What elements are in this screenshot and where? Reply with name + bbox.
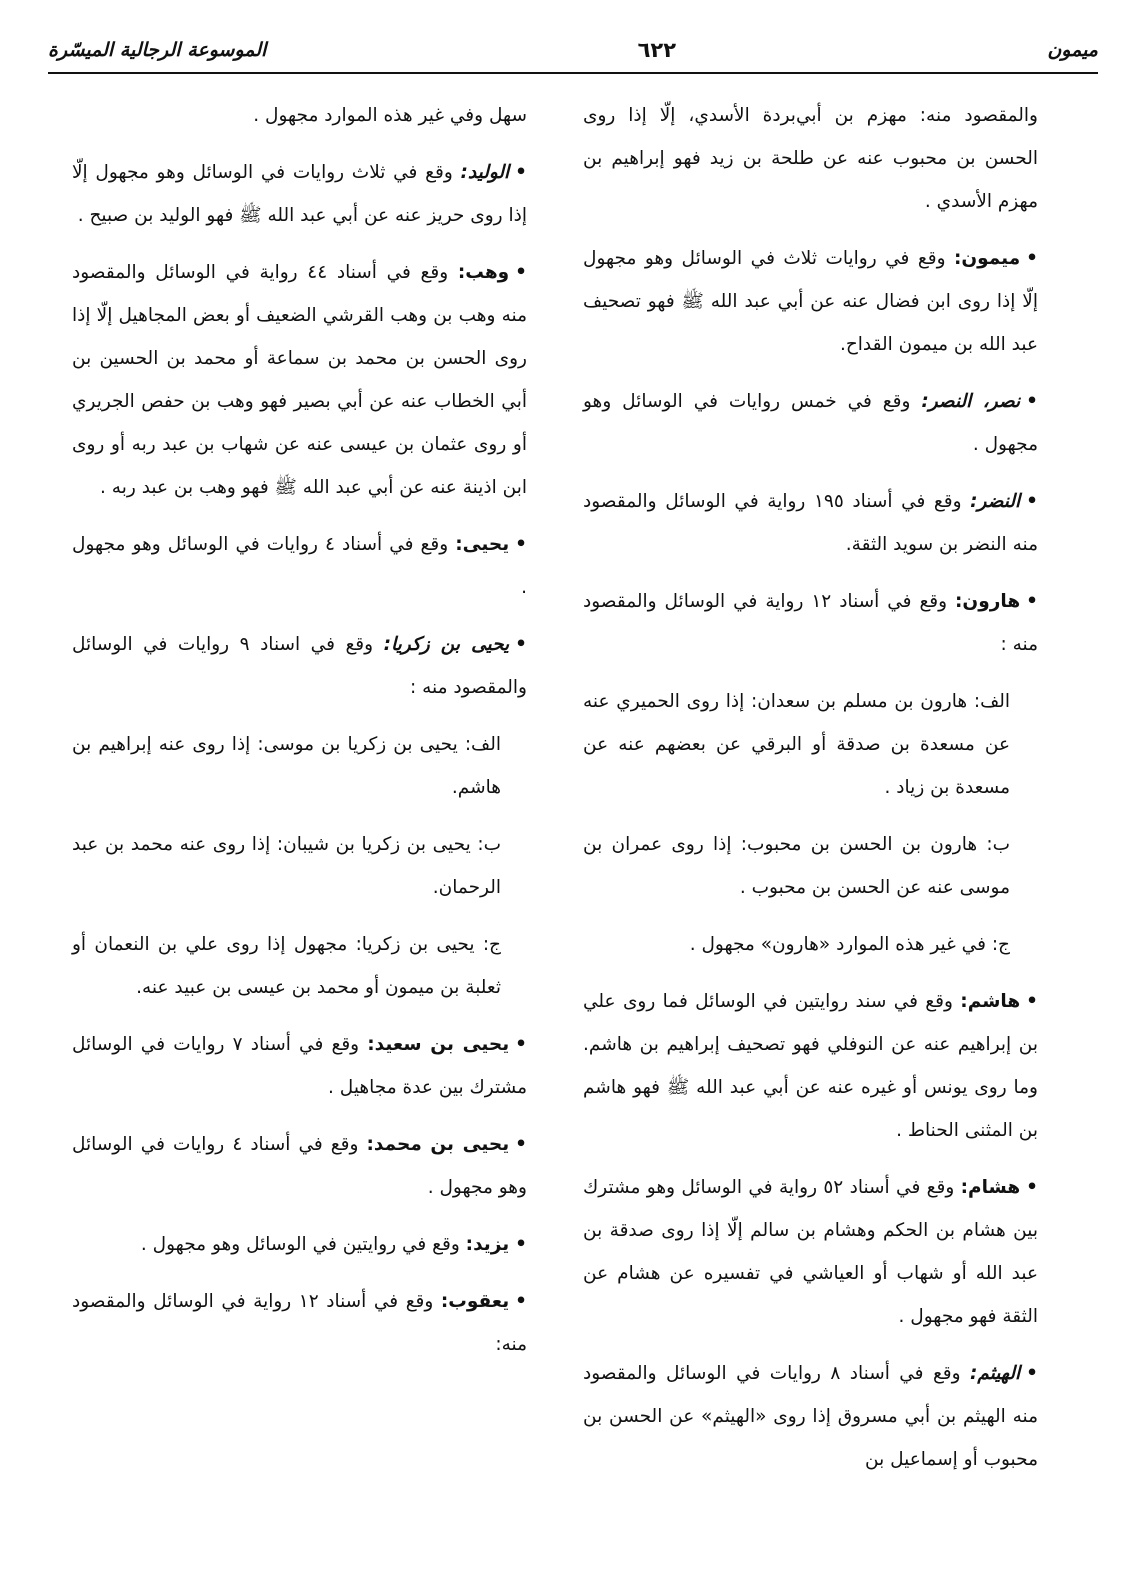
bullet-icon: • xyxy=(1026,591,1038,612)
entry-text: وقع في سند روايتين في الوسائل فما روى علي بن إبراهيم عنه عن النوفلي فهو تصحيف إبراهيم بن هاشم. وما روى يونس أو غيره عنه عن أبي عبد الله ﷺ فهو هاشم بن المثنى الحناط . xyxy=(583,991,1038,1141)
entry-yahya xyxy=(72,523,527,609)
entry-head: النضر: xyxy=(970,491,1021,512)
bullet-icon: • xyxy=(515,1034,527,1055)
entry-harun-alif: الف: هارون بن مسلم بن سعدان: إذا روى الحميري عنه عن مسعدة بن صدقة أو البرقي عن بعضهم عنه عن مسعدة بن زياد . xyxy=(583,691,1010,798)
entry-head: نصر، النصر: xyxy=(921,391,1021,412)
left-column xyxy=(72,94,527,1380)
entry-head: ميمون: xyxy=(953,248,1021,269)
entry-hisham xyxy=(583,1166,1038,1338)
entry-yahya-muhammad xyxy=(72,1123,527,1209)
entry-yahya-alif: الف: يحيى بن زكريا بن موسى: إذا روى عنه إبراهيم بن هاشم. xyxy=(72,734,501,798)
entry-head: يعقوب: xyxy=(440,1291,510,1312)
page-number: ٦٢٢ xyxy=(637,38,677,62)
entry-yahya-jim: ج: يحيى بن زكريا: مجهول إذا روى علي بن النعمان أو ثعلبة بن ميمون أو محمد بن عيسى بن عبيد عنه. xyxy=(72,934,501,998)
bullet-icon: • xyxy=(1026,391,1038,412)
header-left-title: الموسوعة الرجالية الميسّرة xyxy=(48,39,267,61)
page-header xyxy=(48,30,1098,70)
entry-text: وقع في روايتين في الوسائل وهو مجهول . xyxy=(140,1234,466,1255)
entry-head: يحيى بن سعيد: xyxy=(367,1034,510,1055)
bullet-icon: • xyxy=(1026,991,1038,1012)
entry-yaqub xyxy=(72,1280,527,1366)
entry-text: وقع في اسناد ٩ روايات في الوسائل والمقصود منه : xyxy=(72,634,527,698)
entry-harun-jim: ج: في غير هذه الموارد «هارون» مجهول . xyxy=(689,934,1010,955)
entry-head: الهيثم: xyxy=(969,1363,1021,1384)
bullet-icon: • xyxy=(515,162,527,183)
entry-text: وقع في خمس روايات في الوسائل وهو مجهول . xyxy=(583,391,1038,455)
entry-nadr xyxy=(583,480,1038,566)
entry-text: وقع في أسناد ٨ روايات في الوسائل والمقصود منه الهيثم بن أبي مسروق إذا روى «الهيثم» عن الحسن بن محبوب أو إسماعيل بن xyxy=(583,1363,1038,1470)
entry-head: يحيى بن محمد: xyxy=(366,1134,510,1155)
entry-head: هاشم: xyxy=(960,991,1021,1012)
entry-text: وقع في أسناد ١٢ رواية في الوسائل والمقصود منه : xyxy=(583,591,1038,655)
bullet-icon: • xyxy=(515,1134,527,1155)
entry-nasr xyxy=(583,380,1038,466)
bullet-icon: • xyxy=(1026,248,1038,269)
bullet-icon: • xyxy=(515,1291,527,1312)
entry-text: وقع في أسناد ٧ روايات في الوسائل مشترك بين عدة مجاهيل . xyxy=(72,1034,527,1098)
entry-head: يزيد: xyxy=(465,1234,510,1255)
entry-continuation: والمقصود منه: مهزم بن أبي‌بردة الأسدي، إلّا إذا روى الحسن بن محبوب عنه عن طلحة بن زيد فهو إبراهيم بن مهزم الأسدي . xyxy=(583,105,1038,212)
entry-text: وقع في ثلاث روايات في الوسائل وهو مجهول إلّا إذا روى حريز عنه عن أبي عبد الله ﷺ فهو الوليد بن صبيح . xyxy=(72,162,527,226)
entry-maymun xyxy=(583,237,1038,366)
entry-wahb xyxy=(72,251,527,509)
bullet-icon: • xyxy=(1026,1177,1038,1198)
entry-head: الوليد: xyxy=(460,162,510,183)
bullet-icon: • xyxy=(515,262,527,283)
entry-head: وهب: xyxy=(457,262,510,283)
entry-harun-ba: ب: هارون بن الحسن بن محبوب: إذا روى عمران بن موسى عنه عن الحسن بن محبوب . xyxy=(583,834,1010,898)
entry-text: وقع في روايات ثلاث في الوسائل وهو مجهول إلّا إذا روى ابن فضال عنه عن أبي عبد الله ﷺ فهو تصحيف عبد الله بن ميمون القداح. xyxy=(583,248,1038,355)
entry-text: وقع في أسناد ٤٤ رواية في الوسائل والمقصود منه وهب بن وهب القرشي الضعيف أو بعض المجاهيل إلّا إذا روى الحسن بن محمد بن سماعة أو محمد بن الحسين بن أبي الخطاب عنه عن أبي بصير فهو وهب بن حفص الجريري أو روى عثمان بن عيسى عنه عن شهاب بن عبد ربه أو روى ابن اذينة عنه عن أبي عبد الله ﷺ فهو وهب بن عبد ربه . xyxy=(72,262,527,498)
bullet-icon: • xyxy=(1026,491,1038,512)
entry-head: هشام: xyxy=(960,1177,1021,1198)
entry-yahya-said xyxy=(72,1023,527,1109)
entry-yahya-ba: ب: يحيى بن زكريا بن شيبان: إذا روى عنه محمد بن عبد الرحمان. xyxy=(72,834,501,898)
entry-head: هارون: xyxy=(955,591,1021,612)
header-right-title: ميمون xyxy=(1047,39,1098,61)
entry-haytham xyxy=(583,1352,1038,1481)
bullet-icon: • xyxy=(515,534,527,555)
entry-text: وقع في أسناد ٤ روايات في الوسائل وهو مجهول . xyxy=(72,534,527,598)
entry-text: وقع في أسناد ١٩٥ رواية في الوسائل والمقصود منه النضر بن سويد الثقة. xyxy=(583,491,1038,555)
entry-hashim xyxy=(583,980,1038,1152)
entry-text: وقع في أسناد ١٢ رواية في الوسائل والمقصود منه: xyxy=(72,1291,527,1355)
entry-yazid xyxy=(72,1223,527,1266)
entry-walid xyxy=(72,151,527,237)
entry-text: وقع في أسناد ٥٢ رواية في الوسائل وهو مشترك بين هشام بن الحكم وهشام بن سالم إلّا إذا روى صدقة بن عبد الله أو شهاب أو العياشي في تفسيره عن هشام عن الثقة فهو مجهول . xyxy=(583,1177,1038,1327)
entry-head: يحيى بن زكريا: xyxy=(383,634,510,655)
entry-continuation: سهل وفي غير هذه الموارد مجهول . xyxy=(253,105,527,126)
bullet-icon: • xyxy=(515,634,527,655)
entry-yahya-zakariya xyxy=(72,623,527,709)
entry-text: وقع في أسناد ٤ روايات في الوسائل وهو مجهول . xyxy=(72,1134,527,1198)
bullet-icon: • xyxy=(515,1234,527,1255)
right-column xyxy=(583,94,1038,1495)
header-rule xyxy=(48,72,1098,74)
entry-head: يحيى: xyxy=(455,534,510,555)
bullet-icon: • xyxy=(1026,1363,1038,1384)
entry-harun xyxy=(583,580,1038,666)
